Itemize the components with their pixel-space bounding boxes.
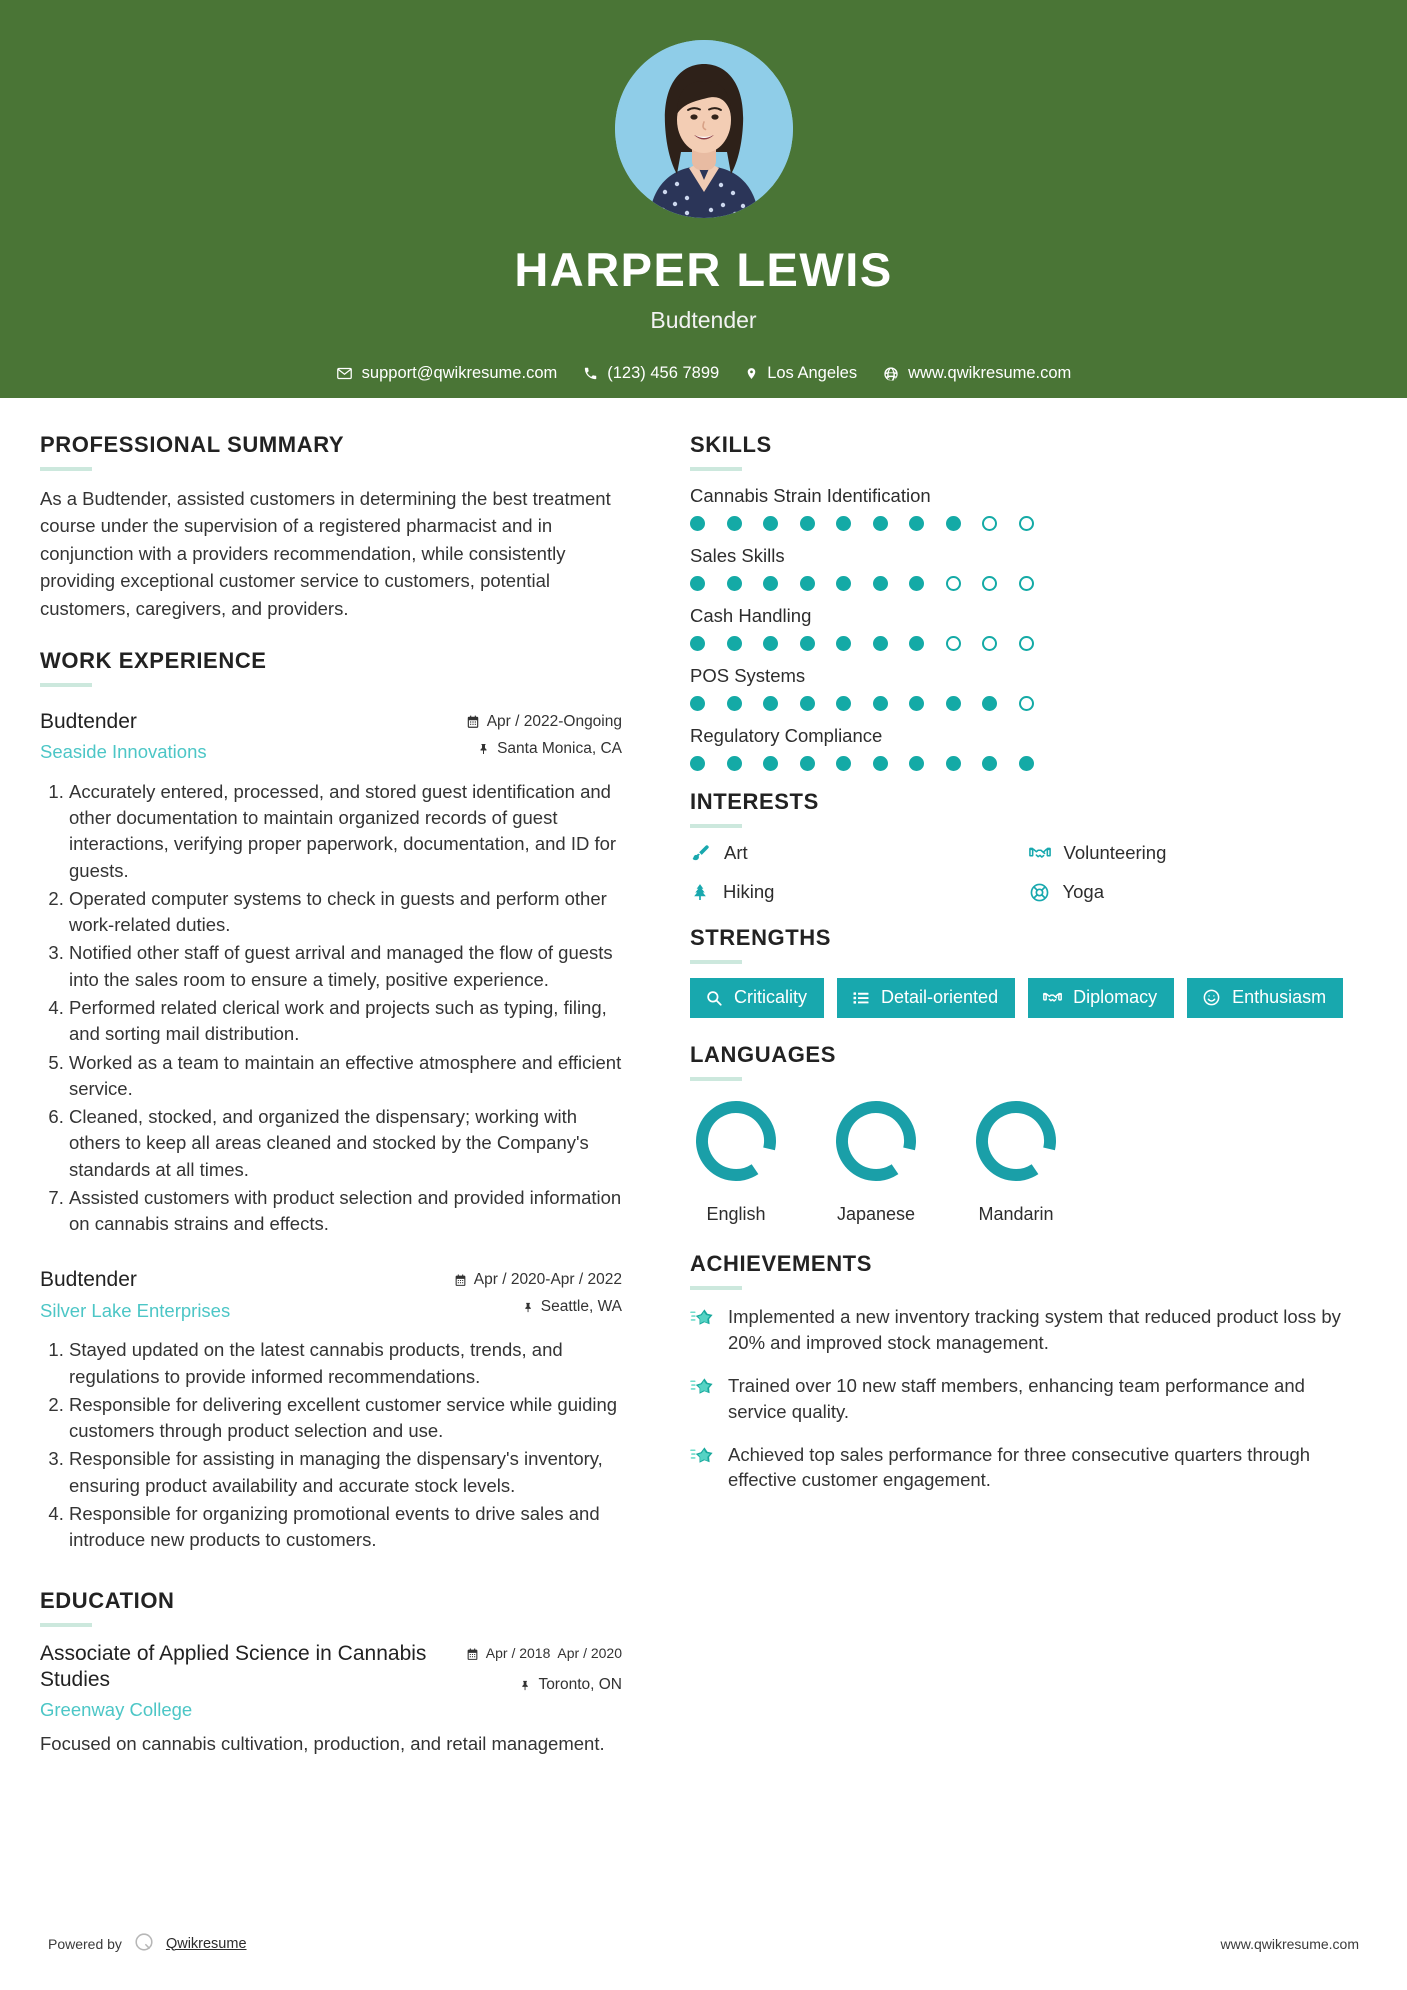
achievement-text: Implemented a new inventory tracking system that reduced product loss by 20% and improved stock management. xyxy=(728,1306,1341,1353)
footer-brand-link[interactable]: Qwikresume xyxy=(165,1935,247,1952)
skill-dot-filled xyxy=(909,516,924,531)
section-achievements xyxy=(690,1251,1359,1493)
skill-dot-filled xyxy=(909,696,924,711)
bullet: 2. Operated computer systems to check in guests and perform other work-related duties. xyxy=(69,886,622,939)
strength-chip-criticality[interactable] xyxy=(690,978,824,1018)
interest-item xyxy=(690,842,1021,864)
skill-item xyxy=(690,545,1359,591)
language-item xyxy=(970,1095,1062,1225)
skill-dot-empty xyxy=(1019,516,1034,531)
job-date-text: Apr / 2020-Apr / 2022 xyxy=(473,1271,622,1289)
strengths-list xyxy=(690,978,1359,1018)
job-date xyxy=(454,1271,622,1289)
bullet: 4. Responsible for organizing promotional events to drive sales and introduce new products to customers. xyxy=(69,1501,622,1554)
skill-dot-filled xyxy=(873,516,888,531)
language-label: Mandarin xyxy=(978,1204,1054,1224)
skill-rating xyxy=(690,516,1359,531)
job-date xyxy=(466,713,622,731)
bullet: 4. Performed related clerical work and projects such as typing, filing, and sorting mail distribution. xyxy=(69,995,622,1048)
education-location xyxy=(466,1676,622,1694)
skill-dot-filled xyxy=(763,516,778,531)
interest-label: Art xyxy=(724,842,748,863)
skill-item xyxy=(690,725,1359,771)
section-rule xyxy=(690,1077,742,1081)
section-title-education: EDUCATION xyxy=(40,1587,175,1613)
section-rule xyxy=(690,824,742,828)
interest-item xyxy=(690,881,1021,903)
section-interests xyxy=(690,789,1359,903)
job-date-text: Apr / 2022-Ongoing xyxy=(486,712,622,730)
education-date-start: Apr / 2018 xyxy=(485,1644,551,1661)
job-organization: Seaside Innovations xyxy=(40,741,207,763)
degree-title: Associate of Applied Science in Cannabis Studies xyxy=(40,1641,427,1691)
skill-dot-empty xyxy=(982,636,997,651)
section-professional-summary xyxy=(40,432,622,622)
interest-label: Yoga xyxy=(1062,881,1105,902)
education-location-text: Toronto, ON xyxy=(538,1676,622,1694)
skill-dot-filled xyxy=(909,636,924,651)
bullet: 5. Worked as a team to maintain an effective atmosphere and efficient service. xyxy=(69,1050,622,1103)
achievement-text: Trained over 10 new staff members, enhancing team performance and service quality. xyxy=(728,1374,1305,1422)
skill-label: Sales Skills xyxy=(690,545,785,566)
interest-label: Hiking xyxy=(723,881,775,902)
section-languages xyxy=(690,1042,1359,1225)
section-strengths xyxy=(690,925,1359,1018)
skill-dot-filled xyxy=(800,576,815,591)
interest-item xyxy=(1029,881,1360,903)
interest-label: Volunteering xyxy=(1063,842,1167,863)
section-title-achievements: ACHIEVEMENTS xyxy=(690,1251,872,1276)
strength-chip-diplomacy[interactable] xyxy=(1028,978,1174,1018)
skill-label: Cannabis Strain Identification xyxy=(690,485,931,506)
skill-dot-filled xyxy=(909,576,924,591)
skill-dot-filled xyxy=(873,636,888,651)
skill-dot-filled xyxy=(727,636,742,651)
skill-dot-filled xyxy=(763,756,778,771)
skill-dot-filled xyxy=(690,696,705,711)
section-rule xyxy=(690,960,742,964)
phone-icon xyxy=(583,366,598,381)
skill-dot-filled xyxy=(763,696,778,711)
footer-powered-by xyxy=(48,1931,247,1956)
globe-icon xyxy=(883,366,899,382)
strength-chip-enthusiasm[interactable] xyxy=(1187,978,1343,1018)
contact-phone[interactable] xyxy=(583,364,719,383)
skill-dot-filled xyxy=(909,756,924,771)
bullet: 1. Accurately entered, processed, and stored guest identification and other documentation to maintain organized records of guest interactions, verifying proper paperwork, documentation, and ID for guests. xyxy=(69,779,622,884)
skill-dot-filled xyxy=(836,636,851,651)
language-item xyxy=(830,1095,922,1225)
section-title-work: WORK EXPERIENCE xyxy=(40,647,267,673)
school-name: Greenway College xyxy=(40,1699,193,1721)
skills-list xyxy=(690,485,1359,771)
work-entry xyxy=(40,709,622,1238)
avatar xyxy=(615,40,793,218)
interest-item xyxy=(1029,842,1360,864)
skill-dot-empty xyxy=(946,576,961,591)
section-title-languages: LANGUAGES xyxy=(690,1042,836,1067)
job-location-text: Santa Monica, CA xyxy=(497,739,622,757)
skill-rating xyxy=(690,636,1359,651)
skill-rating xyxy=(690,696,1359,711)
skill-dot-empty xyxy=(1019,576,1034,591)
section-title-summary: PROFESSIONAL SUMMARY xyxy=(40,432,345,457)
job-role: Budtender xyxy=(40,1268,137,1292)
strength-label: Diplomacy xyxy=(1073,987,1158,1007)
pushpin-icon xyxy=(523,1301,534,1314)
job-location xyxy=(466,740,622,758)
skill-dot-filled xyxy=(1019,756,1034,771)
section-rule xyxy=(40,1623,92,1627)
job-bullets xyxy=(40,1337,622,1553)
language-progress-ring xyxy=(830,1095,922,1187)
skill-rating xyxy=(690,756,1359,771)
skill-dot-empty xyxy=(982,576,997,591)
skill-dot-filled xyxy=(800,636,815,651)
contact-email[interactable] xyxy=(336,364,558,383)
skill-item xyxy=(690,665,1359,711)
achievement-text: Achieved top sales performance for three consecutive quarters through effective customer engagement. xyxy=(728,1443,1311,1491)
section-rule xyxy=(690,1286,742,1290)
skill-dot-filled xyxy=(946,696,961,711)
tree-icon xyxy=(690,882,710,903)
location-pin-icon xyxy=(745,365,758,382)
skill-dot-filled xyxy=(690,756,705,771)
skill-dot-empty xyxy=(1019,636,1034,651)
skill-dot-filled xyxy=(873,756,888,771)
skill-label: POS Systems xyxy=(690,665,806,686)
skill-dot-filled xyxy=(690,516,705,531)
star-icon xyxy=(690,1442,715,1472)
contact-location-text: Los Angeles xyxy=(767,364,858,382)
language-progress-ring xyxy=(970,1095,1062,1187)
envelope-icon xyxy=(336,365,353,382)
strength-label: Criticality xyxy=(734,987,808,1007)
handshake-icon xyxy=(1043,988,1062,1007)
skill-dot-filled xyxy=(800,516,815,531)
section-title-strengths: STRENGTHS xyxy=(690,925,832,950)
bullet: 1. Stayed updated on the latest cannabis products, trends, and regulations to provide informed recommendations. xyxy=(69,1337,622,1390)
language-item xyxy=(690,1095,782,1225)
contact-email-text: support@qwikresume.com xyxy=(361,364,558,382)
skill-dot-filled xyxy=(836,696,851,711)
achievement-item xyxy=(690,1442,1359,1494)
bullet: 6. Cleaned, stocked, and organized the dispensary; working with others to keep all areas cleaned and stocked by the Company's standards at all times. xyxy=(69,1104,622,1183)
skill-dot-filled xyxy=(946,516,961,531)
section-rule xyxy=(690,467,742,471)
bullet: 7. Assisted customers with product selection and provided information on cannabis strains and effects. xyxy=(69,1185,622,1238)
calendar-icon xyxy=(466,1645,479,1665)
languages-list xyxy=(690,1095,1359,1225)
skill-dot-filled xyxy=(690,576,705,591)
bullet: 2. Responsible for delivering excellent customer service while guiding customers through product selection and use. xyxy=(69,1392,622,1445)
skill-dot-empty xyxy=(1019,696,1034,711)
lifebuoy-icon xyxy=(1029,882,1050,903)
contact-website[interactable] xyxy=(883,364,1071,383)
language-label: Japanese xyxy=(836,1204,916,1224)
education-entry xyxy=(40,1641,622,1758)
section-title-interests: INTERESTS xyxy=(690,789,819,814)
education-date-end: Apr / 2020 xyxy=(557,1644,622,1661)
pushpin-icon xyxy=(478,742,490,756)
section-work-experience xyxy=(40,648,622,1554)
star-icon xyxy=(690,1304,715,1334)
interests-grid xyxy=(690,842,1359,903)
skill-dot-filled xyxy=(836,756,851,771)
skill-dot-empty xyxy=(946,636,961,651)
work-entry xyxy=(40,1267,622,1553)
skill-dot-filled xyxy=(763,636,778,651)
skill-dot-filled xyxy=(727,756,742,771)
contact-website-text: www.qwikresume.com xyxy=(908,364,1072,382)
strength-chip-detail-oriented[interactable] xyxy=(837,978,1015,1018)
skill-item xyxy=(690,485,1359,531)
skill-dot-filled xyxy=(873,576,888,591)
section-rule xyxy=(40,467,92,471)
skill-dot-filled xyxy=(800,696,815,711)
job-organization: Silver Lake Enterprises xyxy=(40,1299,231,1321)
section-rule xyxy=(40,683,92,687)
resume-footer xyxy=(0,1931,1407,1956)
candidate-role: Budtender xyxy=(650,307,757,333)
contact-location xyxy=(745,364,857,383)
footer-powered-label: Powered by xyxy=(48,1935,122,1952)
left-column xyxy=(0,398,660,1758)
qwikresume-logo-icon xyxy=(133,1931,155,1956)
strength-label: Detail-oriented xyxy=(881,987,999,1007)
job-location-text: Seattle, WA xyxy=(540,1298,622,1316)
skill-dot-filled xyxy=(727,696,742,711)
skill-dot-filled xyxy=(763,576,778,591)
skill-item xyxy=(690,605,1359,651)
skill-dot-filled xyxy=(727,576,742,591)
summary-text: As a Budtender, assisted customers in determining the best treatment course under the supervision of a registered pharmacist and in conjunction with a providers recommendation, while consistently providing exceptional customer service to customers, potential customers, caregivers, and providers. xyxy=(40,488,611,619)
skill-dot-filled xyxy=(727,516,742,531)
education-dates xyxy=(466,1645,622,1665)
section-title-skills: SKILLS xyxy=(690,432,772,457)
section-skills xyxy=(690,432,1359,771)
right-column xyxy=(660,398,1407,1758)
skill-label: Cash Handling xyxy=(690,605,812,626)
resume-header xyxy=(0,0,1407,398)
strength-label: Enthusiasm xyxy=(1232,987,1327,1007)
skill-dot-filled xyxy=(982,756,997,771)
skill-rating xyxy=(690,576,1359,591)
education-description: Focused on cannabis cultivation, production, and retail management. xyxy=(40,1733,605,1755)
list-icon xyxy=(852,989,870,1007)
candidate-name: HARPER LEWIS xyxy=(514,243,893,296)
calendar-icon xyxy=(466,715,480,729)
paint-brush-icon xyxy=(690,843,711,864)
achievement-item xyxy=(690,1304,1359,1356)
handshake-icon xyxy=(1029,842,1051,864)
job-location xyxy=(454,1298,622,1316)
skill-dot-filled xyxy=(873,696,888,711)
pushpin-icon xyxy=(520,1679,531,1692)
skill-dot-filled xyxy=(982,696,997,711)
section-education xyxy=(40,1588,622,1758)
resume-body xyxy=(0,398,1407,1758)
language-label: English xyxy=(706,1204,766,1224)
bullet: 3. Responsible for assisting in managing the dispensary's inventory, ensuring product availability and accurate stock levels. xyxy=(69,1446,622,1499)
job-bullets xyxy=(40,779,622,1238)
smiley-icon xyxy=(1202,988,1221,1007)
magnifier-icon xyxy=(705,989,723,1007)
footer-website: www.qwikresume.com xyxy=(1220,1935,1359,1952)
skill-dot-empty xyxy=(982,516,997,531)
skill-dot-filled xyxy=(690,636,705,651)
skill-dot-filled xyxy=(836,576,851,591)
calendar-icon xyxy=(454,1274,467,1287)
skill-dot-filled xyxy=(946,756,961,771)
star-icon xyxy=(690,1373,715,1403)
language-progress-ring xyxy=(690,1095,782,1187)
contact-phone-text: (123) 456 7899 xyxy=(607,364,720,382)
job-role: Budtender xyxy=(40,709,137,733)
skill-label: Regulatory Compliance xyxy=(690,725,883,746)
skill-dot-filled xyxy=(836,516,851,531)
skill-dot-filled xyxy=(800,756,815,771)
achievement-item xyxy=(690,1373,1359,1425)
contact-row xyxy=(336,364,1072,383)
bullet: 3. Notified other staff of guest arrival and managed the flow of guests into the sales room to ensure a timely, positive experience. xyxy=(69,940,622,993)
